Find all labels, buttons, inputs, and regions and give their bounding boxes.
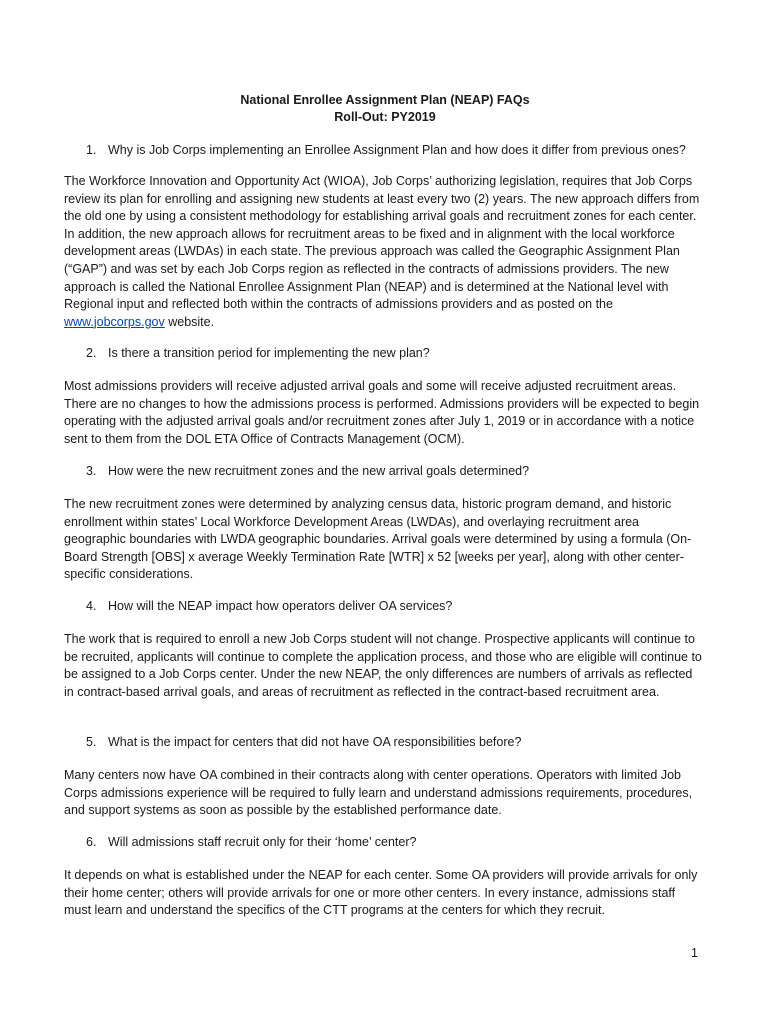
document-title: National Enrollee Assignment Plan (NEAP) FAQs bbox=[240, 93, 530, 107]
faq-question-1 bbox=[86, 142, 686, 159]
page-number: 1 bbox=[691, 946, 698, 960]
faq-number: 4. bbox=[86, 599, 97, 613]
faq-number: 3. bbox=[86, 464, 97, 478]
faq-question-text: What is the impact for centers that did not have OA responsibilities before? bbox=[108, 735, 522, 749]
faq-number: 1. bbox=[86, 143, 97, 157]
faq-answer-4: The work that is required to enroll a new Job Corps student will not change. Prospective applicants will continue to be recruited, applicants will continue to complete the application process, and those who are eligible will continue to be assigned to a Job Corps center. Under the new NEAP, the only differences are numbers of arrivals as reflected in contract-based arrival goals, and areas of recruitment as reflected in the contract-based recruitment area. bbox=[64, 632, 702, 699]
faq-question-text: Why is Job Corps implementing an Enrollee Assignment Plan and how does it differ from previous ones? bbox=[108, 143, 686, 157]
faq-answer-6: It depends on what is established under the NEAP for each center. Some OA providers will provide arrivals for only their home center; others will provide arrivals for one or more other centers. In every instance, admissions staff must learn and understand the specifics of the CTT programs at the centers for which they recruit. bbox=[64, 868, 698, 918]
faq-answer-text-end: website. bbox=[164, 314, 215, 329]
faq-question-6 bbox=[86, 834, 416, 851]
jobcorps-link[interactable]: www.jobcorps.gov bbox=[64, 314, 165, 329]
faq-answer-1 bbox=[64, 173, 704, 331]
faq-number: 6. bbox=[86, 835, 97, 849]
faq-question-text: Is there a transition period for implementing the new plan? bbox=[108, 346, 430, 360]
faq-question-2 bbox=[86, 345, 430, 362]
faq-number: 5. bbox=[86, 735, 97, 749]
faq-question-text: How will the NEAP impact how operators deliver OA services? bbox=[108, 599, 453, 613]
faq-question-5 bbox=[86, 734, 521, 751]
faq-answer-5: Many centers now have OA combined in their contracts along with center operations. Operators with limited Job Corps admissions experience will be required to fully learn and understand admissions requirements, procedures, and support systems as soon as possible by the established performance date. bbox=[64, 768, 693, 818]
faq-question-3 bbox=[86, 463, 529, 480]
faq-question-text: How were the new recruitment zones and the new arrival goals determined? bbox=[108, 464, 530, 478]
faq-question-4 bbox=[86, 598, 452, 615]
faq-question-text: Will admissions staff recruit only for their ‘home’ center? bbox=[108, 835, 417, 849]
faq-answer-2: Most admissions providers will receive adjusted arrival goals and some will receive adjusted recruitment areas. There are no changes to how the admissions process is performed. Admissions providers will be expected to begin operating with the adjusted arrival goals and/or recruitment zones after July 1, 2019 or in accordance with a notice sent to them from the DOL ETA Office of Contracts Management (OCM). bbox=[64, 379, 700, 446]
faq-answer-3: The new recruitment zones were determined by analyzing census data, historic program demand, and historic enrollment within states’ Local Workforce Development Areas (LWDAs), and overlaying recruitment area geographic boundaries with LWDA geographic boundaries. Arrival goals were determined by using a formula (On-Board Strength [OBS] x average Weekly Termination Rate [WTR] x 52 [weeks per year], along with other center-specific considerations. bbox=[64, 497, 692, 582]
document-subtitle: Roll-Out: PY2019 bbox=[334, 110, 436, 124]
faq-number: 2. bbox=[86, 346, 97, 360]
faq-answer-text: The Workforce Innovation and Opportunity Act (WIOA), Job Corps’ authorizing legislation, requires that Job Corps review its plan for enrolling and assigning new students at least every two (2) years. The new approach differs from the old one by using a consistent methodology for establishing arrival goals and recruitment zones for each center. In addition, the new approach allows for recruitment areas to be fixed and in alignment with the local workforce development areas (LWDAs) in each state. The previous approach was called the Geographic Assignment Plan (“GAP”) and was set by each Job Corps region as reflected in the contracts of admissions providers. The new approach is called the National Enrollee Assignment Plan (NEAP) and is determined at the National level with Regional input and reflected both within the contracts of admissions providers and as posted on the bbox=[64, 174, 700, 312]
